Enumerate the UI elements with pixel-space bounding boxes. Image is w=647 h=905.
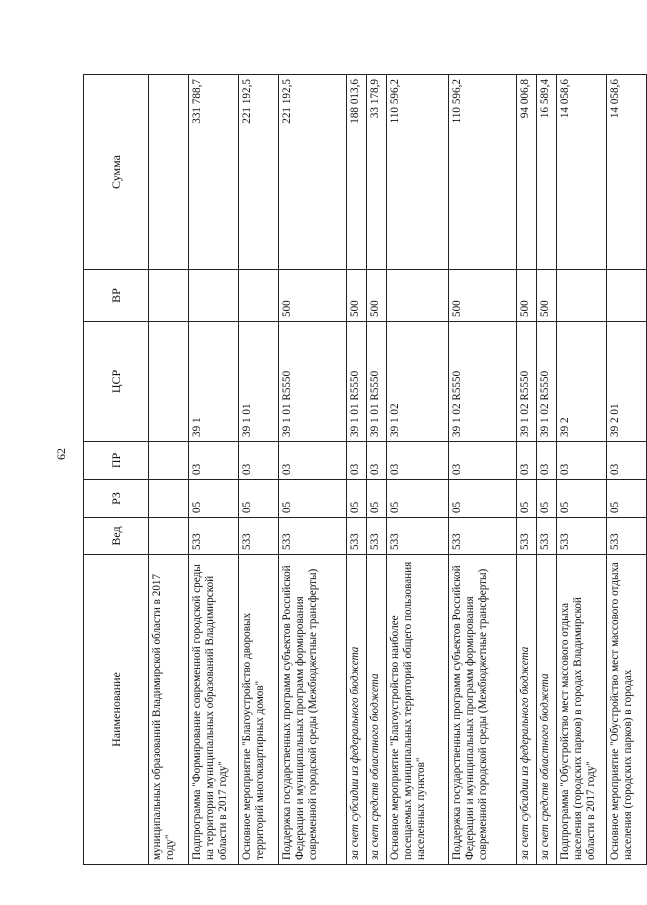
cell-ved: 533 bbox=[607, 518, 647, 555]
cell-pr: 03 bbox=[557, 442, 607, 480]
cell-pr: 03 bbox=[367, 442, 387, 480]
cell-pr: 03 bbox=[607, 442, 647, 480]
header-vr: ВР bbox=[84, 270, 149, 322]
cell-pr: 03 bbox=[239, 442, 279, 480]
cell-rz: 05 bbox=[449, 480, 517, 518]
cell-name: Подпрограмма "Обустройство мест массового отдыха населения (городских парков) в городах Владимирской области в 2017 году" bbox=[557, 555, 607, 865]
cell-pr: 03 bbox=[279, 442, 347, 480]
cell-rz: 05 bbox=[367, 480, 387, 518]
cell-vr bbox=[189, 270, 239, 322]
cell-name: за счет субсидии из федерального бюджета bbox=[517, 555, 537, 865]
cell-ved: 533 bbox=[517, 518, 537, 555]
cell-rz: 05 bbox=[607, 480, 647, 518]
header-name: Наименование bbox=[84, 555, 149, 865]
cell-vr bbox=[607, 270, 647, 322]
cell-name: за счет субсидии из федерального бюджета bbox=[347, 555, 367, 865]
cell-vr bbox=[557, 270, 607, 322]
table-row bbox=[537, 75, 557, 865]
cell-csr: 39 1 02 bbox=[387, 322, 449, 442]
cell-name: Основное мероприятие "Обустройство мест массового отдыха населения (городских парков) в городах bbox=[607, 555, 647, 865]
cell-rz: 05 bbox=[347, 480, 367, 518]
cell-name: Поддержка государственных программ субъектов Российской Федерации и муниципальных программ формирования современной городской среды (Межбюджетные трансферты) bbox=[279, 555, 347, 865]
cell-sum: 16 589,4 bbox=[537, 75, 557, 270]
cell-name: Основное мероприятие "Благоустройство дворовых территорий многоквартирных домов" bbox=[239, 555, 279, 865]
cell-ved: 533 bbox=[189, 518, 239, 555]
cell-vr bbox=[149, 270, 189, 322]
cell-csr: 39 1 01 R5550 bbox=[347, 322, 367, 442]
cell-rz: 05 bbox=[387, 480, 449, 518]
cell-pr: 03 bbox=[449, 442, 517, 480]
cell-vr: 500 bbox=[279, 270, 347, 322]
cell-csr: 39 2 01 bbox=[607, 322, 647, 442]
budget-table-container bbox=[83, 75, 635, 865]
cell-ved: 533 bbox=[347, 518, 367, 555]
cell-ved: 533 bbox=[387, 518, 449, 555]
table-row bbox=[239, 75, 279, 865]
table-row bbox=[149, 75, 189, 865]
cell-csr: 39 1 02 R5550 bbox=[449, 322, 517, 442]
cell-pr: 03 bbox=[189, 442, 239, 480]
cell-pr bbox=[149, 442, 189, 480]
table-row bbox=[557, 75, 607, 865]
cell-pr: 03 bbox=[537, 442, 557, 480]
cell-vr: 500 bbox=[449, 270, 517, 322]
cell-ved: 533 bbox=[367, 518, 387, 555]
cell-sum: 221 192,5 bbox=[279, 75, 347, 270]
cell-sum: 110 596,2 bbox=[449, 75, 517, 270]
cell-sum bbox=[149, 75, 189, 270]
table-row bbox=[449, 75, 517, 865]
header-csr: ЦСР bbox=[84, 322, 149, 442]
cell-vr: 500 bbox=[367, 270, 387, 322]
cell-rz bbox=[149, 480, 189, 518]
header-rz: РЗ bbox=[84, 480, 149, 518]
table-row bbox=[607, 75, 647, 865]
page-number: 62 bbox=[54, 448, 68, 460]
table-header-row bbox=[84, 75, 149, 865]
cell-name: Основное мероприятие "Благоустройство наиболее посещаемых муниципальных территорий общего пользования населенных пунктов" bbox=[387, 555, 449, 865]
cell-rz: 05 bbox=[189, 480, 239, 518]
cell-name: за счет средств областного бюджета bbox=[367, 555, 387, 865]
cell-csr bbox=[149, 322, 189, 442]
header-ved: Вед bbox=[84, 518, 149, 555]
cell-sum: 188 013,6 bbox=[347, 75, 367, 270]
cell-csr: 39 1 01 bbox=[239, 322, 279, 442]
cell-rz: 05 bbox=[517, 480, 537, 518]
cell-csr: 39 1 02 R5550 bbox=[517, 322, 537, 442]
cell-ved: 533 bbox=[239, 518, 279, 555]
cell-vr: 500 bbox=[347, 270, 367, 322]
cell-rz: 05 bbox=[239, 480, 279, 518]
cell-sum: 110 596,2 bbox=[387, 75, 449, 270]
cell-sum: 33 178,9 bbox=[367, 75, 387, 270]
cell-csr: 39 1 02 R5550 bbox=[537, 322, 557, 442]
cell-name: за счет средств областного бюджета bbox=[537, 555, 557, 865]
cell-vr: 500 bbox=[517, 270, 537, 322]
table-row bbox=[517, 75, 537, 865]
cell-sum: 14 058,6 bbox=[607, 75, 647, 270]
cell-sum: 331 788,7 bbox=[189, 75, 239, 270]
table-row bbox=[367, 75, 387, 865]
cell-ved: 533 bbox=[537, 518, 557, 555]
table-row bbox=[347, 75, 367, 865]
table-row bbox=[279, 75, 347, 865]
cell-rz: 05 bbox=[557, 480, 607, 518]
cell-ved: 533 bbox=[449, 518, 517, 555]
cell-pr: 03 bbox=[387, 442, 449, 480]
table-row bbox=[189, 75, 239, 865]
cell-ved: 533 bbox=[279, 518, 347, 555]
cell-vr bbox=[387, 270, 449, 322]
cell-pr: 03 bbox=[517, 442, 537, 480]
header-sum: Сумма bbox=[84, 75, 149, 270]
cell-rz: 05 bbox=[537, 480, 557, 518]
cell-ved bbox=[149, 518, 189, 555]
table-row bbox=[387, 75, 449, 865]
cell-sum: 221 192,5 bbox=[239, 75, 279, 270]
cell-pr: 03 bbox=[347, 442, 367, 480]
cell-name: Подпрограмма "Формирование современной городской среды на территории муниципальных образований Владимирской области в 2017 году" bbox=[189, 555, 239, 865]
cell-name: муниципальных образований Владимирской области в 2017 году" bbox=[149, 555, 189, 865]
cell-vr: 500 bbox=[537, 270, 557, 322]
cell-name: Поддержка государственных программ субъектов Российской Федерации и муниципальных программ формирования современной городской среды (Межбюджетные трансферты) bbox=[449, 555, 517, 865]
cell-csr: 39 1 bbox=[189, 322, 239, 442]
cell-sum: 14 058,6 bbox=[557, 75, 607, 270]
header-pr: ПР bbox=[84, 442, 149, 480]
cell-csr: 39 1 01 R5550 bbox=[279, 322, 347, 442]
cell-csr: 39 1 01 R5550 bbox=[367, 322, 387, 442]
cell-ved: 533 bbox=[557, 518, 607, 555]
budget-table bbox=[83, 74, 647, 865]
cell-csr: 39 2 bbox=[557, 322, 607, 442]
cell-sum: 94 006,8 bbox=[517, 75, 537, 270]
cell-vr bbox=[239, 270, 279, 322]
cell-rz: 05 bbox=[279, 480, 347, 518]
